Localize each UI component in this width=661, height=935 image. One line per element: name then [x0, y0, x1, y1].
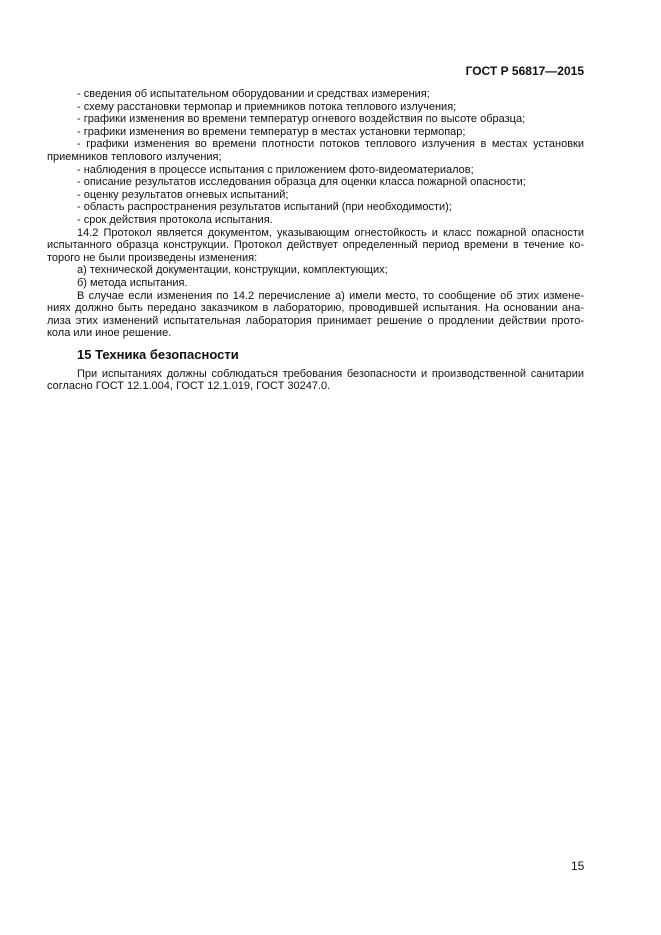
document-body — [47, 88, 584, 393]
list-item: - оценку результатов огневых испытаний; — [77, 188, 289, 201]
paragraph-line: 14.2 Протокол является документом, указывающим огнестойкость и класс пожарной опасности — [77, 226, 584, 239]
list-item: - схему расстановки термопар и приемников потока теплового излучения; — [77, 100, 457, 113]
paragraph-line: В случае если изменения по 14.2 перечисление а) имели место, то сообщение об этих измене- — [77, 289, 584, 302]
list-item: - описание результатов исследования образца для оценки класса пожарной опасности; — [77, 176, 526, 189]
sub-item: б) метода испытания. — [77, 276, 188, 289]
list-item: - наблюдения в процессе испытания с приложением фото-видеоматериалов; — [77, 163, 474, 176]
list-item: - срок действия протокола испытания. — [77, 213, 273, 226]
list-item: - графики изменения во времени температур в местах установки термопар; — [77, 125, 466, 138]
paragraph-line: ниях должно быть передано заказчиком в лабораторию, проводившей испытания. На основании ана- — [47, 302, 584, 315]
list-item-continuation: приемников теплового излучения; — [47, 150, 222, 163]
list-item: - графики изменения во времени плотности потоков теплового излучения в местах установки — [77, 138, 584, 151]
list-item: - сведения об испытательном оборудовании и средствах измерения; — [77, 88, 430, 100]
page-number: 15 — [571, 859, 585, 873]
document-header-id: ГОСТ Р 56817—2015 — [465, 64, 584, 78]
paragraph-line: испытанного образца конструкции. Протокол действует определенный период времени в течение ко- — [47, 239, 584, 252]
paragraph-line: согласно ГОСТ 12.1.004, ГОСТ 12.1.019, ГОСТ 30247.0. — [47, 380, 331, 393]
section-heading: 15 Техника безопасности — [77, 346, 239, 362]
list-item: - графики изменения во времени температур огневого воздействия по высоте образца; — [77, 113, 526, 126]
paragraph-line: лиза этих изменений испытательная лаборатория принимает решение о продлении действии прото- — [47, 314, 584, 327]
paragraph-line: торого не были произведены изменения: — [47, 251, 258, 264]
list-item: - область распространения результатов испытаний (при необходимости); — [77, 201, 452, 214]
paragraph-line: кола или иное решение. — [47, 327, 172, 340]
paragraph-line: При испытаниях должны соблюдаться требования безопасности и производственной санитарии — [77, 367, 584, 380]
sub-item: а) технической документации, конструкции, комплектующих; — [77, 264, 388, 277]
